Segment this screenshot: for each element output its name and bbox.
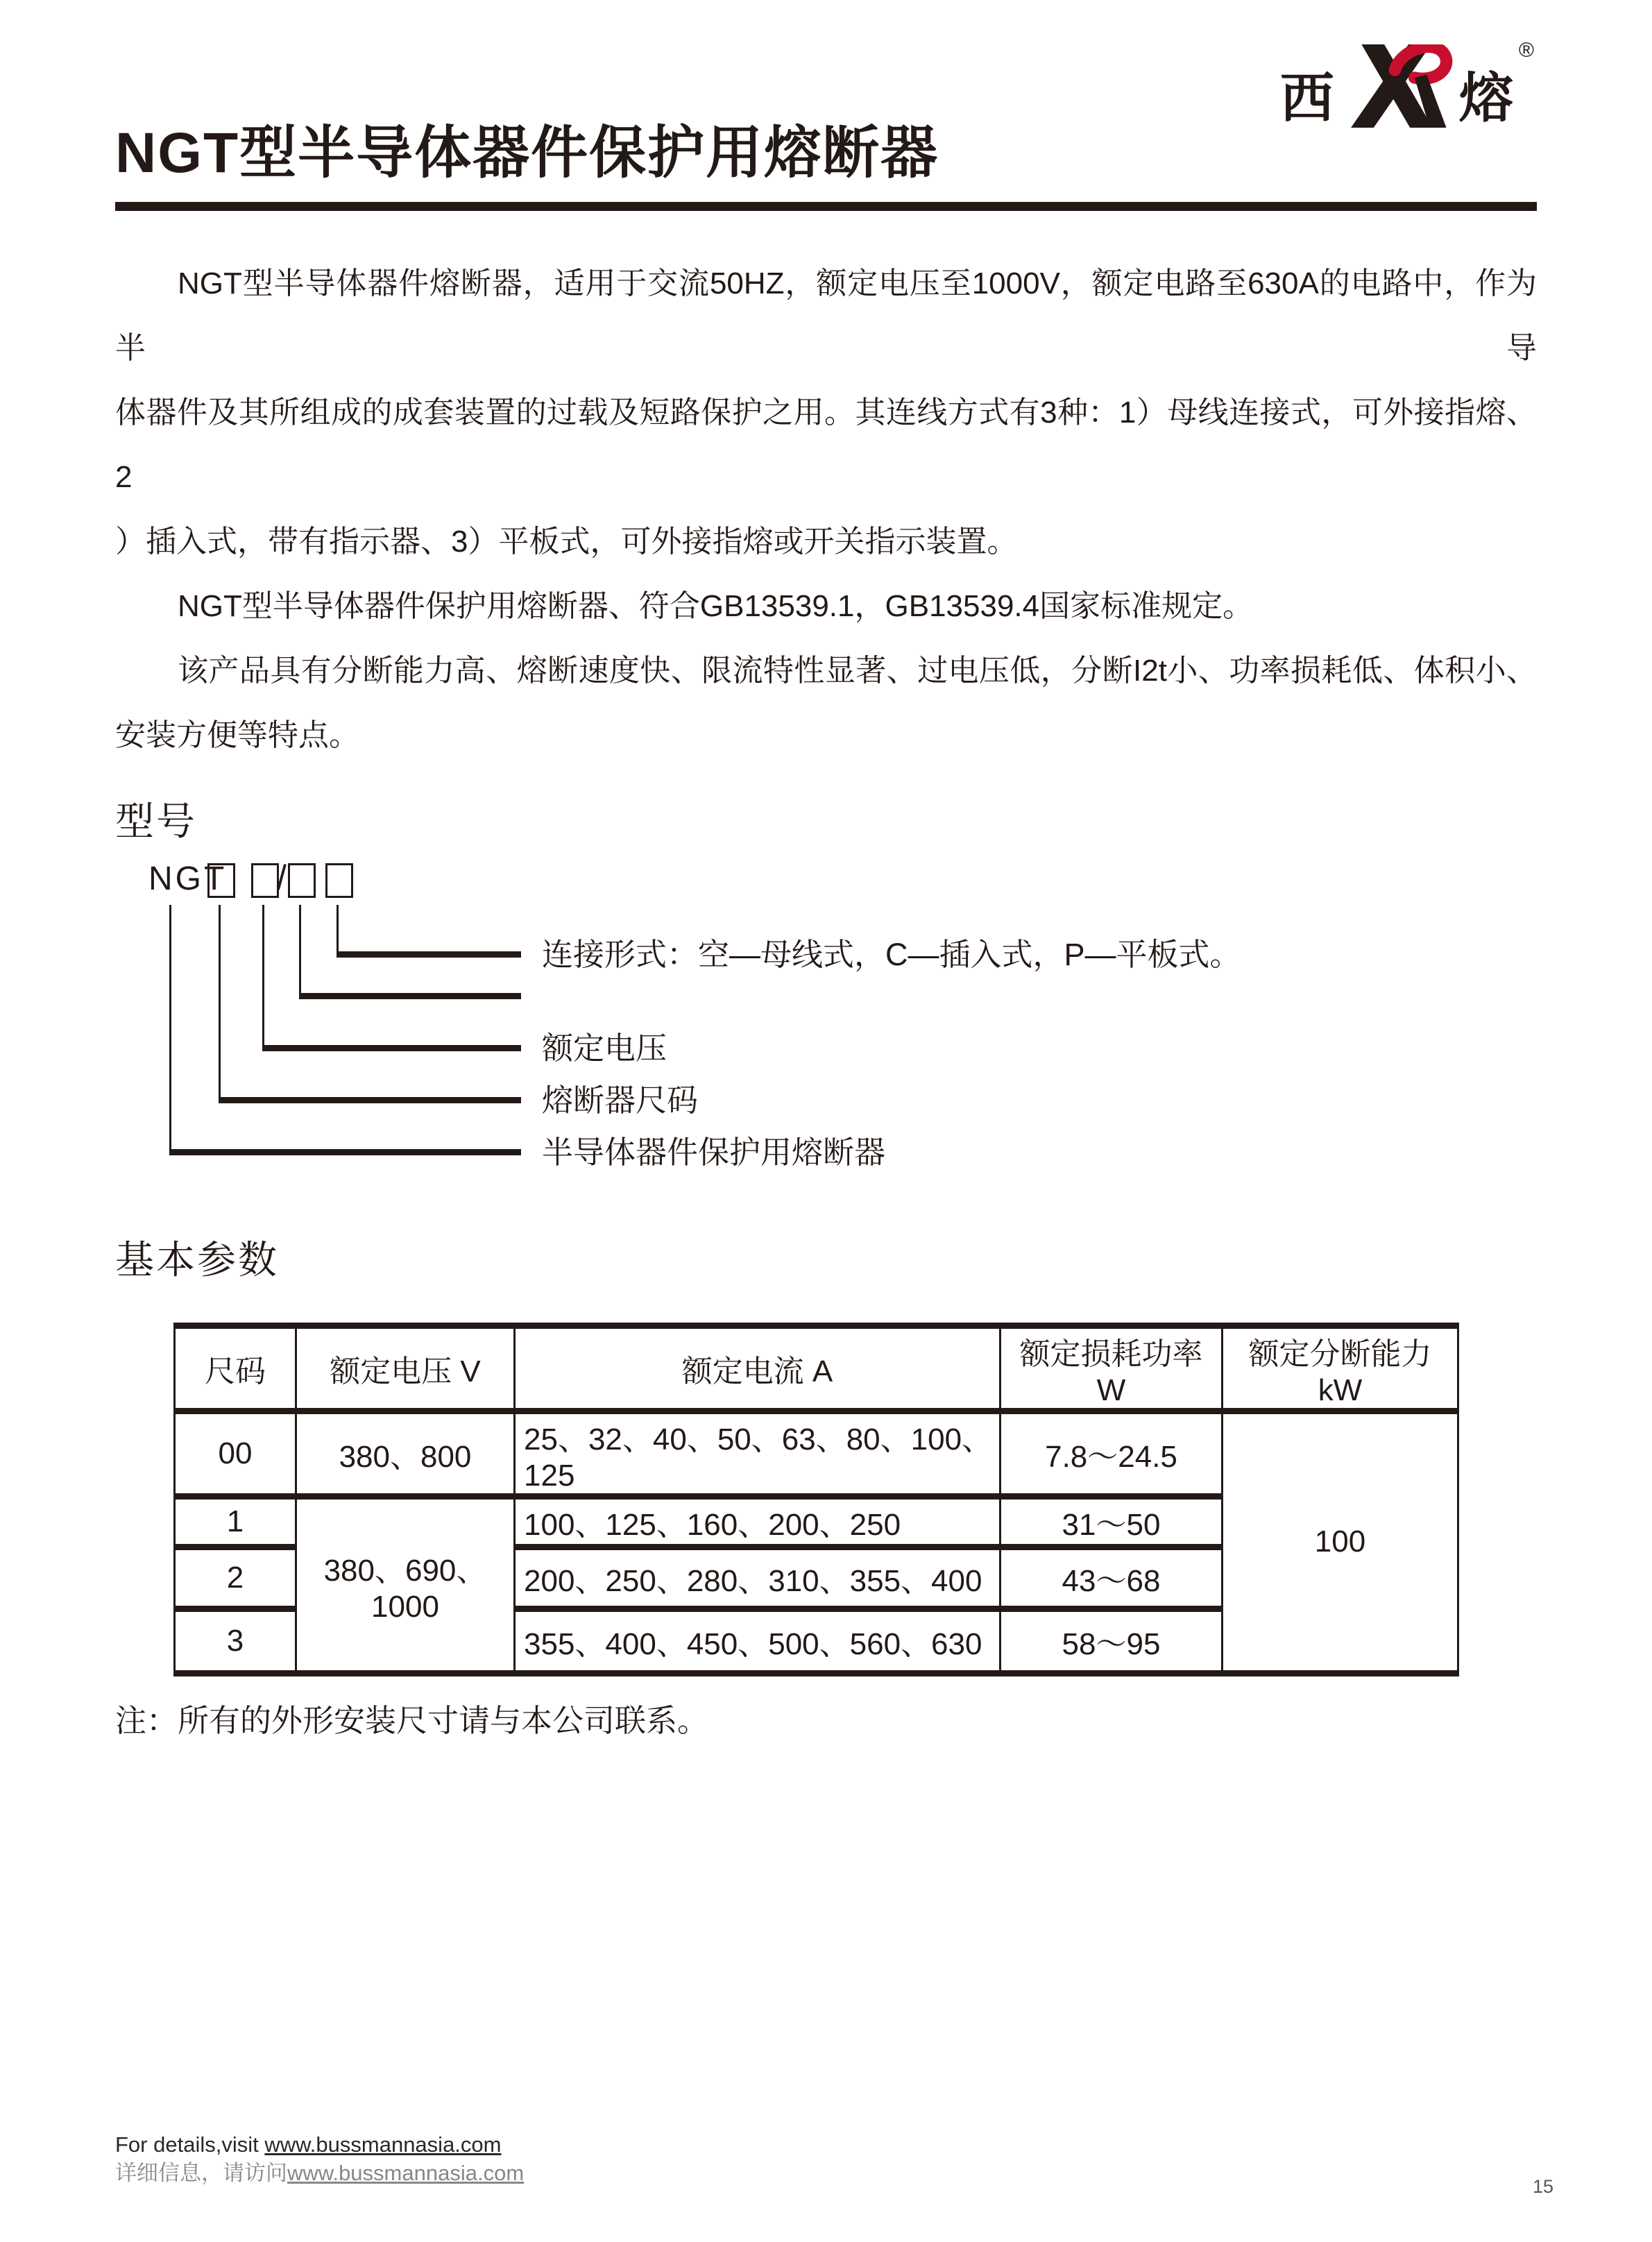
page-title: NGT型半导体器件保护用熔断器	[115, 121, 939, 185]
intro-line: NGT型半导体器件熔断器，适用于交流50HZ，额定电压至1000V，额定电路至630A的电路中，作为半导	[115, 266, 1537, 365]
legend-connector-line	[337, 951, 521, 958]
legend-connector-line	[219, 1097, 521, 1103]
cell-power: 58～95	[1000, 1608, 1223, 1673]
col-header-breaking: 额定分断能力 kW	[1223, 1325, 1458, 1411]
cell-voltage: 380、800	[296, 1411, 515, 1496]
cell-current: 200、250、280、310、355、400	[515, 1547, 1000, 1608]
cell-size: 00	[175, 1411, 296, 1496]
legend-connector-line	[337, 905, 339, 957]
title-rule	[115, 202, 1537, 211]
intro-line: 该产品具有分断能力高、熔断速度快、限流特性显著、过电压低，分断I2t小、功率损耗低、体积小、	[178, 653, 1537, 688]
intro-line: 体器件及其所组成的成套装置的过载及短路保护之用。其连线方式有3种：1）母线连接式，可外接指熔、2	[115, 395, 1537, 494]
brand-char-right: 熔	[1458, 67, 1515, 128]
legend-connector-line	[169, 1149, 521, 1155]
model-code-box	[207, 863, 235, 898]
brand-xr-icon	[1345, 44, 1455, 128]
legend-connector-line	[299, 993, 521, 999]
footer-line-en	[115, 2130, 524, 2159]
model-code-diagram	[115, 859, 1537, 1206]
legend-connector-line	[169, 905, 171, 1155]
registered-mark: ®	[1518, 39, 1534, 62]
cell-size: 1	[175, 1496, 296, 1547]
model-code-prefix: NGT	[148, 860, 228, 897]
col-header-voltage: 额定电压 V	[296, 1325, 515, 1411]
params-table	[173, 1323, 1459, 1676]
footer-cn-text: 详细信息，请访问	[115, 2161, 287, 2185]
footer-line-cn	[115, 2159, 524, 2187]
cell-power: 31～50	[1000, 1496, 1223, 1547]
table-row	[175, 1411, 1458, 1496]
brand-char-left: 西	[1279, 67, 1336, 128]
cell-breaking: 100	[1223, 1411, 1458, 1673]
params-section-heading: 基本参数	[115, 1237, 279, 1282]
footer-link-en[interactable]: www.bussmannasia.com	[264, 2132, 502, 2157]
cell-current: 25、32、40、50、63、80、100、125	[515, 1411, 1000, 1496]
col-header-size: 尺码	[175, 1325, 296, 1411]
footer-link-cn[interactable]: www.bussmannasia.com	[287, 2161, 525, 2185]
intro-paragraphs	[115, 251, 1537, 767]
page-number: 15	[1532, 2176, 1553, 2197]
model-section-heading: 型号	[115, 799, 197, 843]
table-header-row	[175, 1325, 1458, 1411]
cell-power: 43～68	[1000, 1547, 1223, 1608]
footer-en-text: For details,visit	[115, 2132, 265, 2157]
model-code-slash: /	[277, 858, 287, 897]
model-code-box	[325, 863, 353, 898]
legend-label-connection: 连接形式：空—母线式，C—插入式，P—平板式。	[542, 936, 1241, 972]
intro-line: ）插入式，带有指示器、3）平板式，可外接指熔或开关指示装置。	[115, 524, 1018, 559]
brand-logo	[1279, 39, 1534, 128]
legend-label-product: 半导体器件保护用熔断器	[542, 1134, 886, 1170]
cell-power: 7.8～24.5	[1000, 1411, 1223, 1496]
legend-label-size: 熔断器尺码	[542, 1082, 699, 1118]
legend-label-voltage: 额定电压	[542, 1030, 667, 1066]
table-note: 注：所有的外形安装尺寸请与本公司联系。	[115, 1702, 709, 1738]
intro-line: 安装方便等特点。	[115, 717, 359, 752]
legend-connector-line	[262, 1045, 521, 1051]
page-footer	[115, 2130, 524, 2187]
legend-connector-line	[299, 905, 301, 999]
legend-connector-line	[219, 905, 221, 1103]
model-code-box	[288, 863, 316, 898]
col-header-current: 额定电流 A	[515, 1325, 1000, 1411]
col-header-power: 额定损耗功率 W	[1000, 1325, 1223, 1411]
cell-size: 3	[175, 1608, 296, 1673]
cell-current: 355、400、450、500、560、630	[515, 1608, 1000, 1673]
cell-voltage: 380、690、1000	[296, 1496, 515, 1673]
intro-line: NGT型半导体器件保护用熔断器、符合GB13539.1，GB13539.4国家标准规定。	[178, 588, 1254, 623]
cell-size: 2	[175, 1547, 296, 1608]
cell-current: 100、125、160、200、250	[515, 1496, 1000, 1547]
model-code-box	[251, 863, 279, 898]
legend-connector-line	[262, 905, 264, 1051]
